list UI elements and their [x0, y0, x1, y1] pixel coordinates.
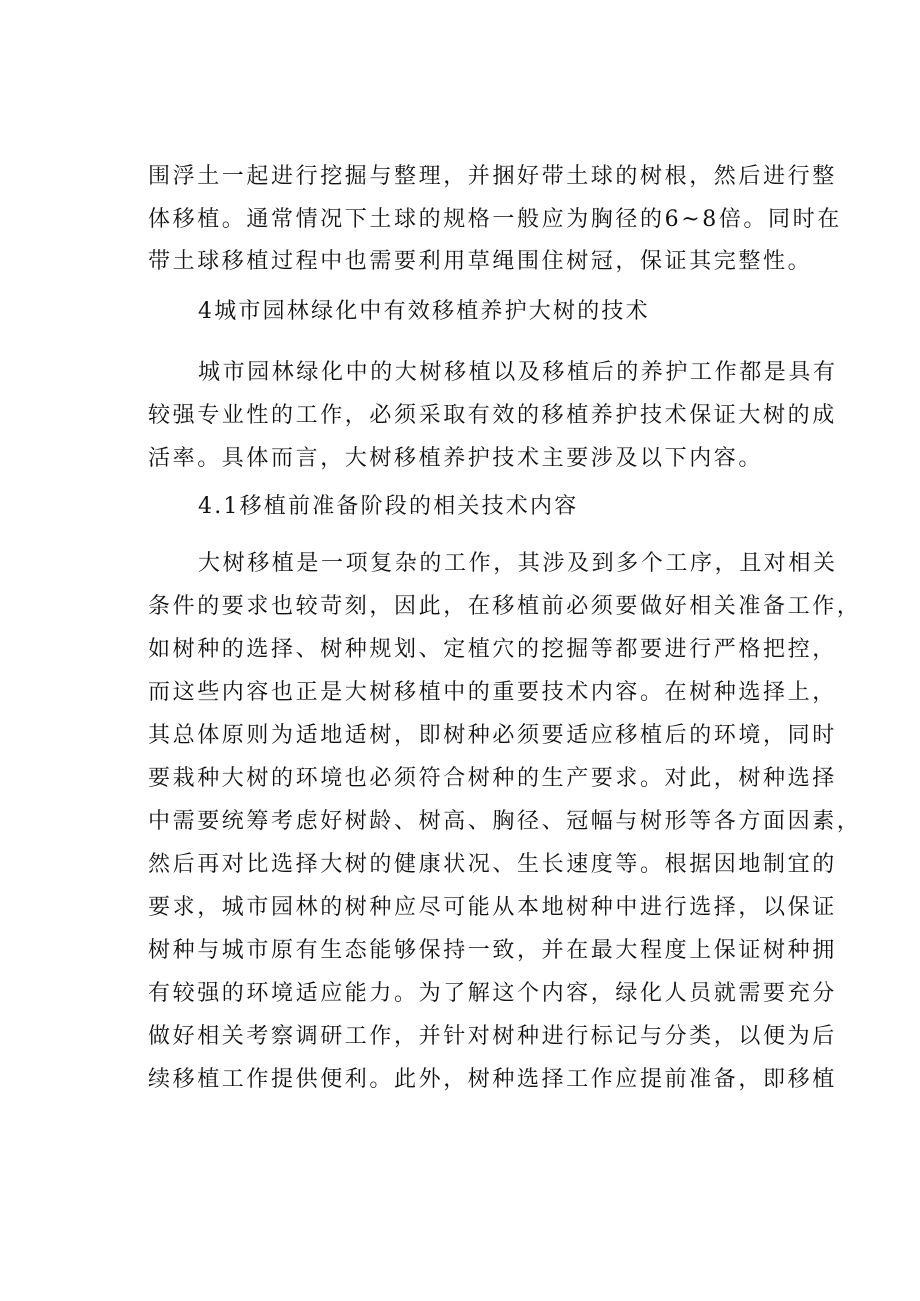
text-line: 条件的要求也较苛刻，因此，在移植前必须要做好相关准备工作， [148, 594, 862, 619]
text-line: 体移植。通常情况下土球的规格一般应为胸径的6~8倍。同时在 [148, 207, 842, 232]
text-line: 然后再对比选择大树的健康状况、生长速度等。根据因地制宜的 [148, 852, 837, 877]
text-line: 要求，城市园林的树种应尽可能从本地树种中进行选择，以保证 [148, 895, 837, 920]
text-line: 而这些内容也正是大树移植中的重要技术内容。在树种选择上， [148, 680, 837, 705]
text-line: 围浮土一起进行挖掘与整理，并捆好带土球的树根，然后进行整 [148, 164, 837, 189]
text-line: 城市园林绿化中的大树移植以及移植后的养护工作都是具有 [198, 360, 838, 385]
text-line: 带土球移植过程中也需要利用草绳围住树冠，保证其完整性。 [148, 249, 813, 274]
text-line: 较强专业性的工作，必须采取有效的移植养护技术保证大树的成 [148, 403, 837, 428]
heading-text: 4.1移植前准备阶段的相关技术内容 [198, 494, 579, 519]
text-line: 有较强的环境适应能力。为了解这个内容，绿化人员就需要充分 [148, 981, 837, 1006]
text-line: 树种与城市原有生态能够保持一致，并在最大程度上保证树种拥 [148, 938, 837, 963]
text-line: 中需要统筹考虑好树龄、树高、胸径、冠幅与树形等各方面因素， [148, 809, 862, 834]
text-line: 活率。具体而言，大树移植养护技术主要涉及以下内容。 [148, 446, 764, 471]
text-line: 要栽种大树的环境也必须符合树种的生产要求。对此，树种选择 [148, 766, 837, 791]
text-line: 续移植工作提供便利。此外，树种选择工作应提前准备，即移植 [148, 1067, 837, 1092]
text-line: 大树移植是一项复杂的工作，其涉及到多个工序，且对相关 [198, 551, 838, 576]
text-line: 如树种的选择、树种规划、定植穴的挖掘等都要进行严格把控， [148, 637, 837, 662]
text-line: 其总体原则为适地适树，即树种必须要适应移植后的环境，同时 [148, 723, 837, 748]
heading-text: 4城市园林绿化中有效移植养护大树的技术 [198, 299, 650, 324]
text-line: 做好相关考察调研工作，并针对树种进行标记与分类，以便为后 [148, 1024, 837, 1049]
